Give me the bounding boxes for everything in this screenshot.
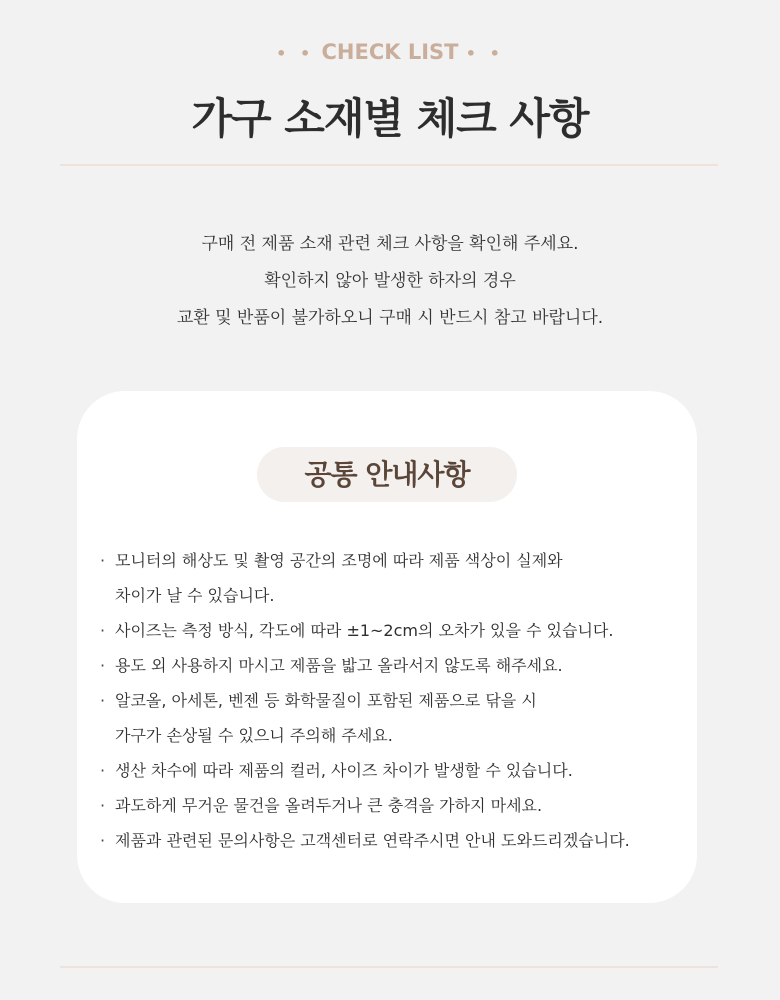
page-title: 가구 소재별 체크 사항 xyxy=(191,94,589,143)
checklist-label-text: CHECK LIST xyxy=(321,40,459,64)
list-item-text: 용도 외 사용하지 마시고 제품을 밟고 올라서지 않도록 해주세요. xyxy=(115,656,563,675)
intro-text xyxy=(0,226,780,337)
bullet-icon: · xyxy=(100,761,106,780)
notice-card xyxy=(77,391,697,903)
list-item-text: 사이즈는 측정 방식, 각도에 따라 ±1~2cm의 오차가 있을 수 있습니다. xyxy=(115,621,614,640)
list-item xyxy=(97,648,687,683)
dots-right: • • xyxy=(465,44,504,63)
list-item-text-cont: 차이가 날 수 있습니다. xyxy=(115,586,275,605)
list-item-text: 제품과 관련된 문의사항은 고객센터로 연락주시면 안내 도와드리겠습니다. xyxy=(115,831,630,850)
list-item xyxy=(97,753,687,788)
notice-list xyxy=(97,543,687,858)
list-item-text-cont: 가구가 손상될 수 있으니 주의해 주세요. xyxy=(115,726,393,745)
list-item xyxy=(97,543,687,613)
bottom-divider xyxy=(60,966,718,968)
list-item-text: 과도하게 무거운 물건을 올려두거나 큰 충격을 가하지 마세요. xyxy=(115,796,543,815)
top-divider xyxy=(60,164,718,166)
list-item xyxy=(97,613,687,648)
list-item-text: 모니터의 해상도 및 촬영 공간의 조명에 따라 제품 색상이 실제와 xyxy=(115,551,563,570)
list-item xyxy=(97,823,687,858)
bullet-icon: · xyxy=(100,551,106,570)
list-item-text: 생산 차수에 따라 제품의 컬러, 사이즈 차이가 발생할 수 있습니다. xyxy=(115,761,573,780)
dots-left: • • xyxy=(276,44,315,63)
bullet-icon: · xyxy=(100,691,106,710)
list-item xyxy=(97,683,687,753)
bullet-icon: · xyxy=(100,796,106,815)
card-heading: 공통 안내사항 xyxy=(257,447,517,502)
intro-line: 확인하지 않아 발생한 하자의 경우 xyxy=(264,271,516,291)
bullet-icon: · xyxy=(100,831,106,850)
bullet-icon: · xyxy=(100,656,106,675)
intro-line: 교환 및 반품이 불가하오니 구매 시 반드시 참고 바랍니다. xyxy=(176,308,604,328)
checklist-label xyxy=(0,40,780,64)
bullet-icon: · xyxy=(100,621,106,640)
list-item-text: 알코올, 아세톤, 벤젠 등 화학물질이 포함된 제품으로 닦을 시 xyxy=(115,691,537,710)
list-item xyxy=(97,788,687,823)
intro-line: 구매 전 제품 소재 관련 체크 사항을 확인해 주세요. xyxy=(201,234,579,254)
